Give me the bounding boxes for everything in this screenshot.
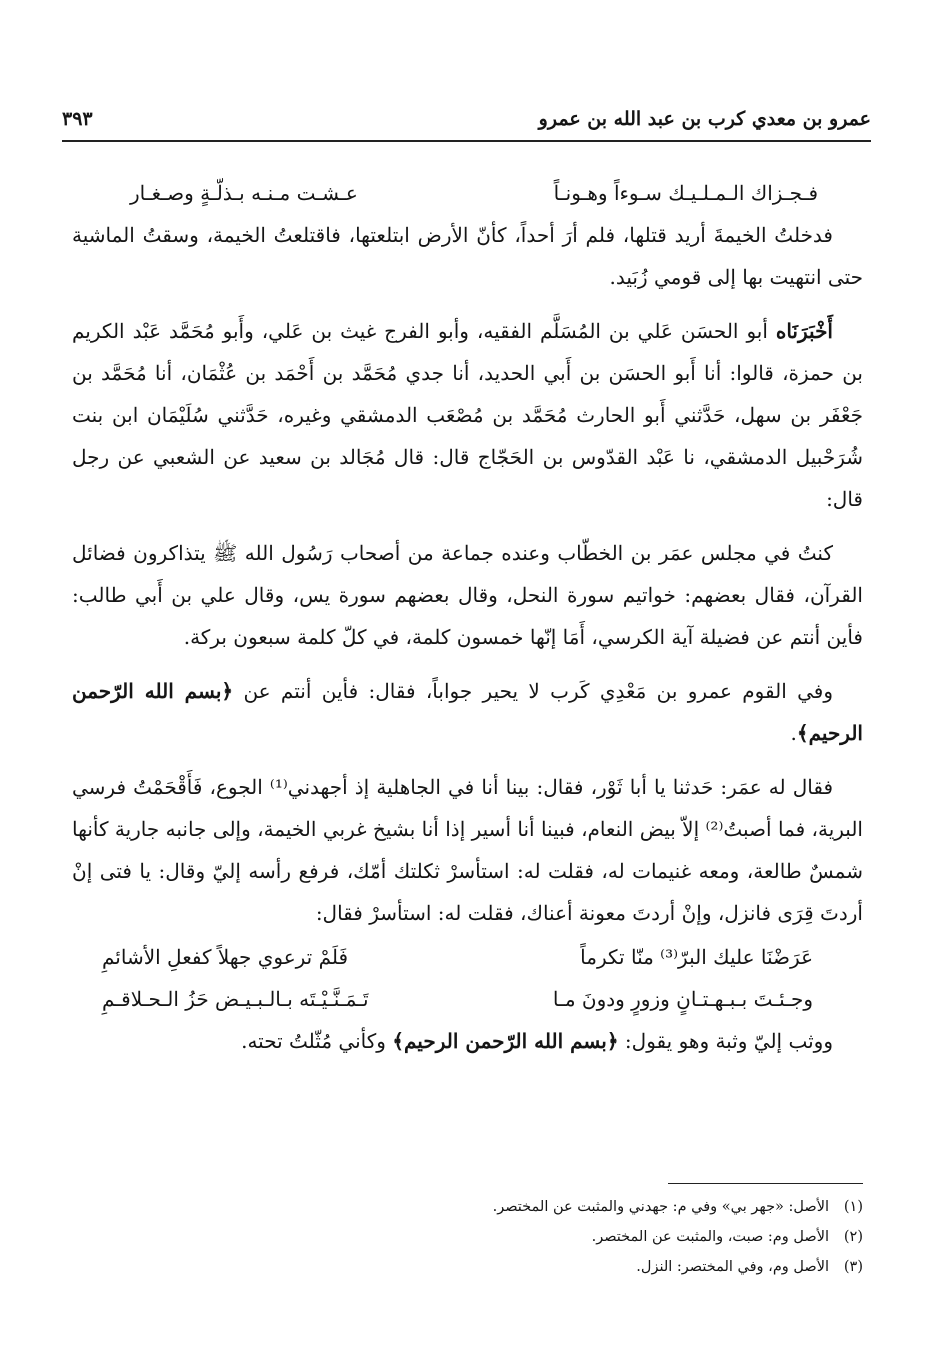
verse-first-hemistich: عَرَضْنَا عليك البرّ⁽³⁾ منّا تكرماً (580, 945, 813, 969)
page-header (62, 108, 871, 140)
footnote-item (72, 1192, 863, 1222)
verse-first-hemistich: فـجـزاك الـمـلـيـك سـوءاً وهـونـاً (553, 181, 818, 205)
closing-text: ووثب إليّ وثبة وهو يقول: (618, 1029, 833, 1053)
basmala-quote: ﴿بسم الله الرّحمن الرحيم﴾ (72, 679, 863, 745)
main-text (72, 172, 863, 1062)
poem-verse (72, 172, 863, 214)
footnote-text: الأصل: «جهر بي» وفي م: جهدني والمثبت عن المختصر. (492, 1199, 829, 1215)
paragraph-majlis: كنتُ في مجلس عمَر بن الخطّاب وعنده جماعة من أصحاب رَسُول الله ﷺ يتذاكرون فضائل القرآن، فقال بعضهم: خواتيم سورة النحل، وقال بعضهم سورة يس، وقال علي بن أَبي طالب: فأين أنتم عن فضيلة آية الكرسي، أَمَا إنّها خمسون كلمة، في كلّ كلمة سبعون بركة. (72, 541, 863, 649)
footnote-number: (٢) (843, 1229, 863, 1245)
verse-second-hemistich: تَـمَـنَّـيْـتَه بـالـبـيـض حَزُ الـحـلاقـمِ (102, 987, 369, 1011)
paragraph-amr-end: . (790, 721, 797, 745)
footnote-item (72, 1252, 863, 1282)
footnote-rule (668, 1183, 863, 1184)
paragraph-amr (72, 670, 863, 754)
isnad-lead-word: أَخْبَرَنَاه (775, 319, 833, 343)
footnote-item (72, 1222, 863, 1252)
running-title: عمرو بن معدي كرب بن عبد الله بن عمرو (538, 108, 871, 130)
poem-verse (72, 936, 863, 978)
poem-verse (72, 978, 863, 1020)
footnote-number: (٣) (843, 1259, 863, 1275)
footnotes (72, 1192, 863, 1282)
isnad-text: أبو الحسَن عَلي بن المُسَلَّم الفقيه، وأبو الفرج غيث بن عَلي، وأَبو مُحَمَّد عَبْد الكريم بن حمزة، قالوا: أنا أَبو الحسَن بن أَبي الحديد، أنا جدي مُحَمَّد بن أَحْمَد بن عُثْمَان، أنا مُحَمَّد بن جَعْفَر بن سهل، حَدَّثني أَبو الحارث مُحَمَّد بن مُصْعَب الدمشقي وغيره، حَدَّثني سُلَيْمَان ابن بنت شُرَحْبيل الدمشقي، نا عَبْد القدّوس بن الحَجّاج قال: قال مُجَالد بن سعيد عن الشعبي عن رجل قال: (72, 319, 863, 511)
poem-block (72, 936, 863, 1020)
paragraph-story: فقال له عمَر: حَدثنا يا أبا ثَوْر، فقال: بينا أنا في الجاهلية إذ أجهدني⁽¹⁾ الجوع، فَأَقْحَمْتُ فرسي البرية، فما أصبتُ⁽²⁾ إلاّ بيض النعام، فبينا أنا أسير إذا أنا بشيخ غربي الخيمة، وإلى جانبه جارية كأنها شمسٌ طالعة، ومعه غنيمات له، فقلت له: استأسرْ ثكلتك أمّك، فرفع رأسه إليّ وقال: يا فتى إنْ أردتَ قِرَى فانزل، وإنْ أردتَ معونة أعناك، فقلت له: استأسرْ فقال: (72, 775, 863, 925)
header-rule (62, 140, 871, 142)
paragraph-tent: فدخلتُ الخيمةَ أريد قتلها، فلم أرَ أحداً، كأنّ الأرض ابتلعتها، فاقتلعتُ الخيمة، وسقتُ الماشية حتى انتهيت بها إلى قومي زُبَيد. (72, 223, 863, 289)
verse-second-hemistich: عـشـت مـنـه بـذلّـةٍ وصـغـار (130, 181, 358, 205)
page-number: ٣٩٣ (62, 108, 93, 130)
footnote-text: الأصل وم، وفي المختصر: النزل. (636, 1259, 829, 1275)
paragraph-isnad (72, 310, 863, 520)
basmala-quote: ﴿بسم الله الرّحمن الرحيم﴾ (392, 1029, 619, 1053)
verse-second-hemistich: فَلَمْ ترعوي جهلاً كفعلِ الأشائمِ (102, 945, 349, 969)
footnote-number: (١) (843, 1199, 863, 1215)
paragraph-closing (72, 1020, 863, 1062)
paragraph-amr-text: وفي القوم عمرو بن مَعْدِي كَرب لا يحير جواباً، فقال: فأين أنتم عن (233, 679, 833, 703)
verse-first-hemistich: وجـئـتَ بـبـهـتـانٍ وزورٍ ودونَ مـا (552, 987, 813, 1011)
footnote-text: الأصل وم: صبت، والمثبت عن المختصر. (591, 1229, 829, 1245)
closing-text-end: وكأني مُثّلتُ تحته. (241, 1029, 393, 1053)
